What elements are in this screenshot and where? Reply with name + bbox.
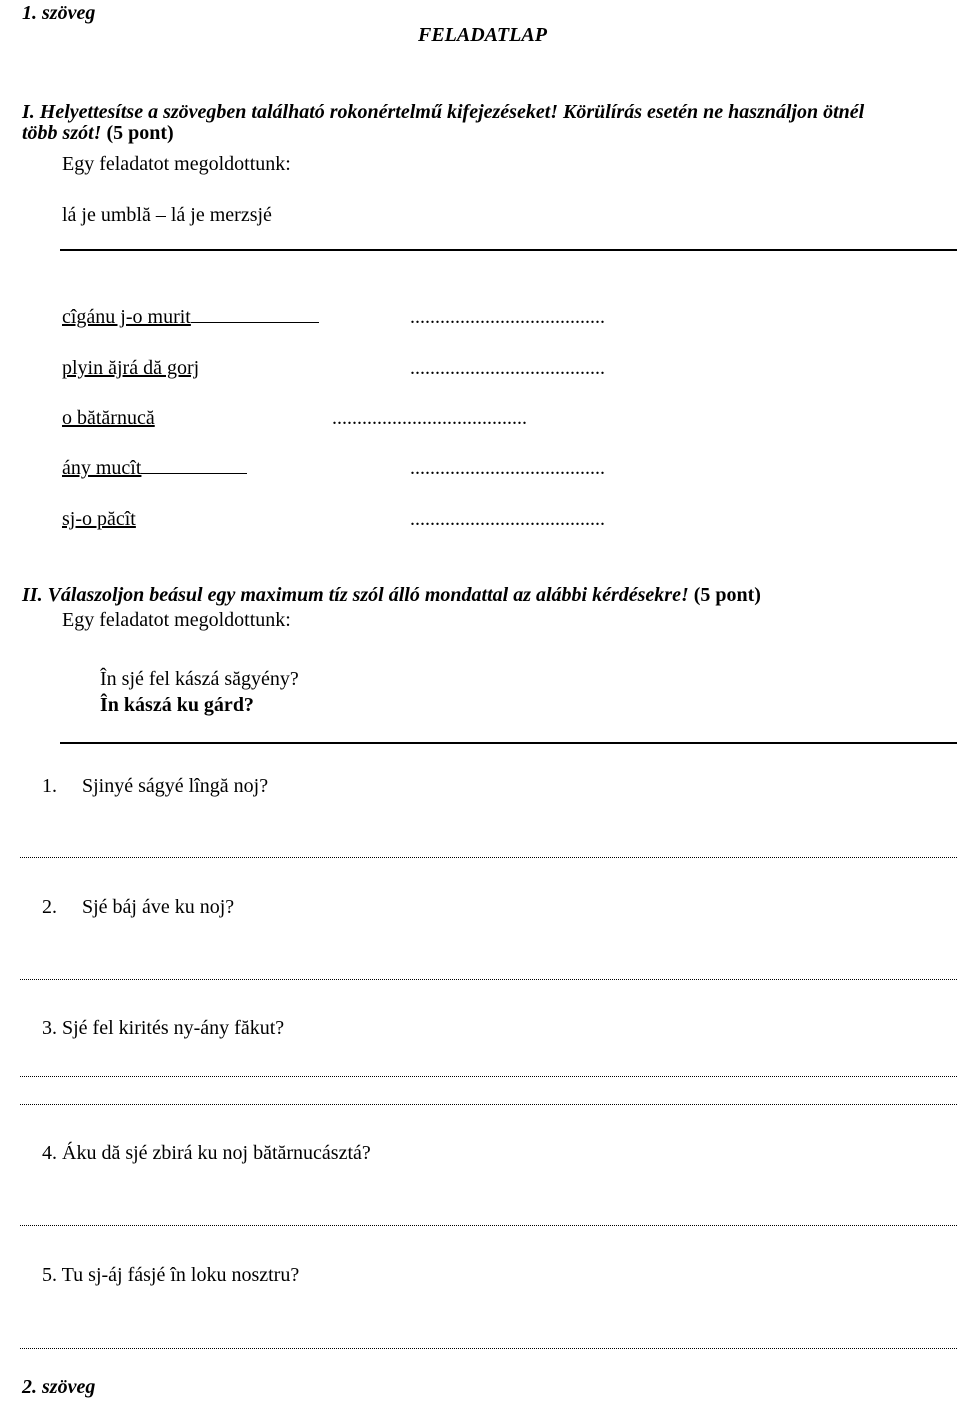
question-number: 2.: [42, 896, 57, 918]
question: [42, 896, 234, 919]
answer-line: [60, 742, 957, 744]
task1-item-phrase: sj-o păcît: [62, 508, 136, 530]
task1-example-label: Egy feladatot megoldottunk:: [62, 153, 291, 175]
blank-underline: [191, 321, 319, 323]
question-text: Sjé fel kirités ny-ány făkut?: [62, 1017, 285, 1039]
task1-points: (5 pont): [106, 122, 174, 144]
blank-underline: [141, 472, 247, 474]
task1-item: [62, 457, 247, 480]
task2-example-label: Egy feladatot megoldottunk:: [62, 609, 291, 631]
answer-line: [60, 249, 957, 251]
question-number: 1.: [42, 775, 57, 797]
question: [42, 1264, 299, 1287]
question-text: Tu sj-áj fásjé în loku nosztru?: [61, 1264, 300, 1286]
question-text: Sjé báj áve ku noj?: [82, 896, 235, 918]
task2-heading-bold: II. Válaszoljon beásul egy maximum tíz szól álló mondattal az alábbi kérdésekre!: [22, 584, 689, 606]
task1-item: [62, 357, 199, 380]
answer-dotted-line[interactable]: [20, 857, 957, 858]
question: [42, 775, 268, 798]
answer-dots[interactable]: .......................................: [410, 306, 605, 328]
question-number: 4.: [42, 1142, 57, 1164]
task1-item: [62, 508, 136, 531]
question: [42, 1142, 371, 1165]
question-text: Sjinyé ságyé lîngă noj?: [82, 775, 269, 797]
task1-item-phrase: cîgánu j-o murit: [62, 306, 191, 328]
answer-dots[interactable]: .......................................: [410, 457, 605, 479]
question-text: Áku dă sjé zbirá ku noj bătărnucásztá?: [62, 1142, 371, 1164]
task2-heading: [22, 584, 761, 607]
answer-dotted-line[interactable]: [20, 1104, 957, 1105]
answer-dotted-line[interactable]: [20, 979, 957, 980]
task1-heading: I. Helyettesítse a szövegben található rokonértelmű kifejezéseket! Körülírás esetén ne használjon ötnél: [22, 101, 865, 123]
section-label-top: 1. szöveg: [22, 2, 96, 24]
task1-item: [62, 306, 319, 329]
question: [42, 1017, 284, 1040]
answer-dots[interactable]: .......................................: [410, 357, 605, 379]
question-number: 3.: [42, 1017, 57, 1039]
answer-dotted-line[interactable]: [20, 1076, 957, 1077]
task1-example: lá je umblă – lá je merzsjé: [62, 204, 272, 226]
task1-item: [62, 407, 155, 430]
answer-dotted-line[interactable]: [20, 1348, 957, 1349]
task2-example-question: În sjé fel kászá săgyény?: [100, 668, 299, 690]
task2-example-answer: În kászá ku gárd?: [100, 694, 254, 716]
section-label-bottom: 2. szöveg: [22, 1376, 96, 1398]
task1-heading-cont: [22, 122, 174, 145]
question-number: 5.: [42, 1264, 57, 1286]
page-title: FELADATLAP: [418, 24, 547, 46]
task2-points: (5 pont): [693, 584, 761, 606]
answer-dots[interactable]: .......................................: [410, 508, 605, 530]
task1-heading-bold: több szót!: [22, 122, 102, 144]
task1-item-phrase: ány mucît: [62, 457, 142, 479]
task1-item-phrase: plyin ăjrá dă gorj: [62, 357, 200, 379]
answer-dotted-line[interactable]: [20, 1225, 957, 1226]
answer-dots[interactable]: .......................................: [332, 407, 527, 429]
task1-item-phrase: o bătărnucă: [62, 407, 155, 429]
